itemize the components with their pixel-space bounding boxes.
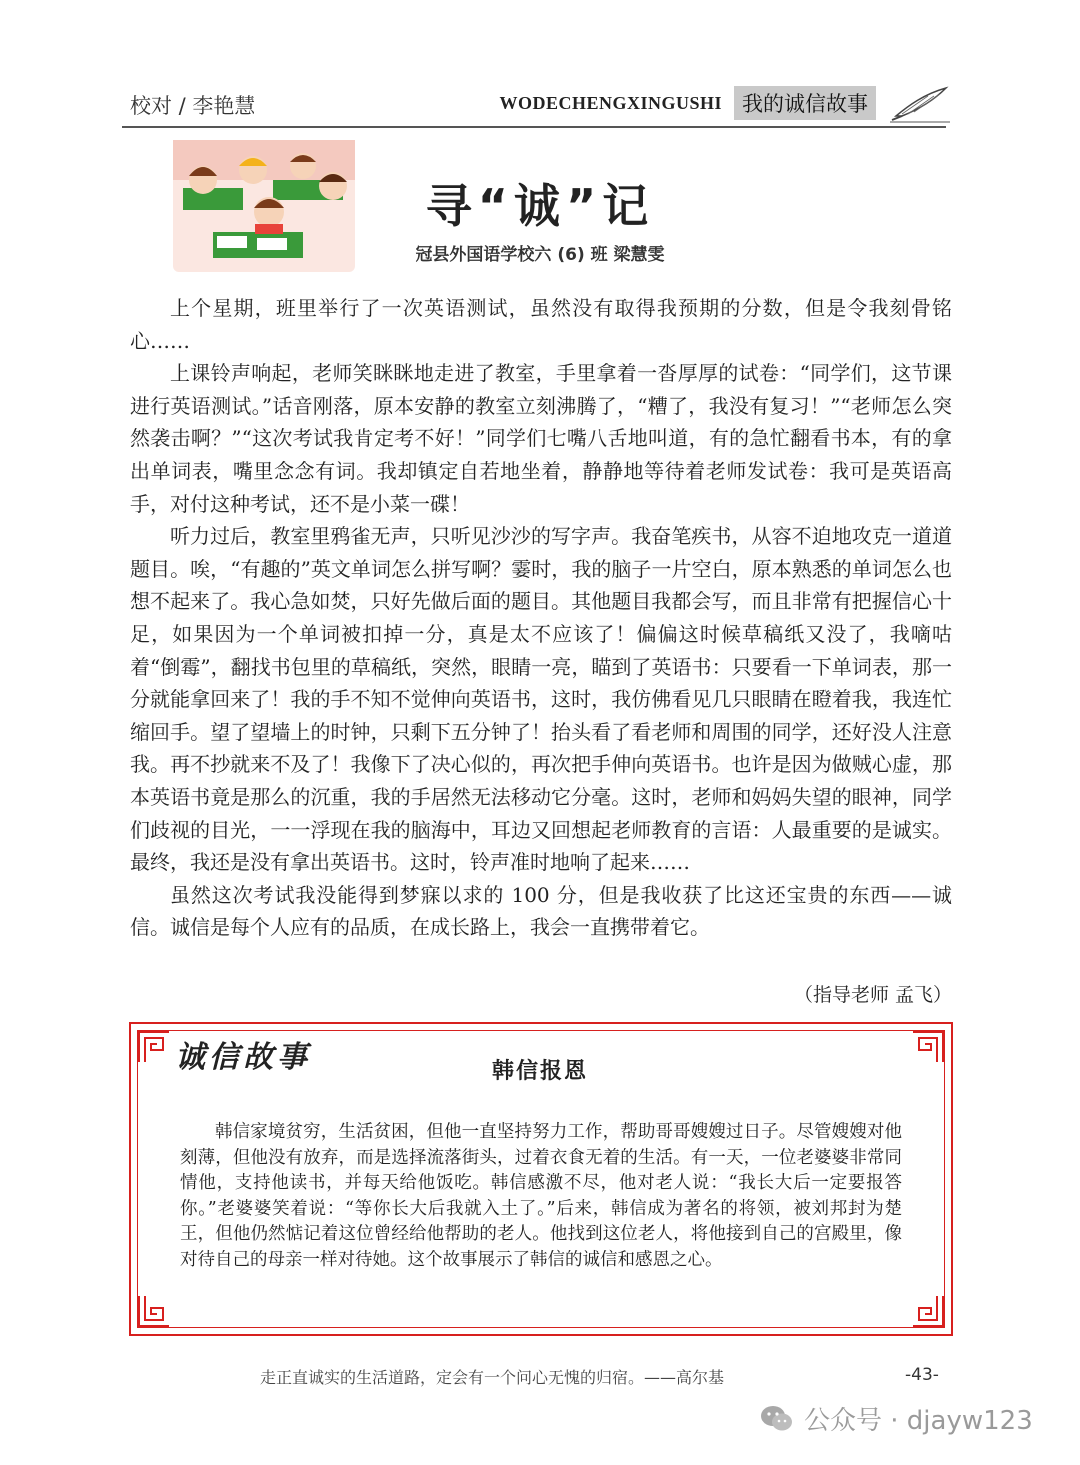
story-paragraph: 韩信家境贫穷，生活贫困，但他一直坚持努力工作，帮助哥哥嫂嫂过日子。尽管嫂嫂对他刻薄，但他没有放弃，而是选择流落街头，过着衣食无着的生活。有一天，一位老婆婆非常同情他，支持他读书，并每天给他饭吃。韩信感激不尽，他对老人说：“我长大后一定要报答你。”老婆婆笑着说：“等你长大后我就入土了。”后来，韩信成为著名的将领，被刘邦封为楚王，但他仍然惦记着这位曾经给他帮助的老人。他找到这位老人，将他接到自己的宫殿里，像对待自己的母亲一样对待她。这个故事展示了韩信的诚信和感恩之心。 [180,1122,902,1270]
page-number: -43- [905,1365,939,1385]
article-paragraph: 上个星期，班里举行了一次英语测试，虽然没有取得我预期的分数，但是令我刻骨铭心…… [130,296,952,353]
article-title: 寻“诚”记 [425,179,655,233]
footer-quote: 走正直诚实的生活道路，定会有一个问心无愧的归宿。——高尔基 [260,1368,725,1387]
story-title: 韩信报恩 [491,1058,588,1084]
header-rule [122,126,946,128]
quill-pen-icon [888,84,952,124]
story-body [180,1120,902,1274]
article-paragraph: 听力过后，教室里鸦雀无声，只听见沙沙的写字声。我奋笔疾书，从容不迫地攻克一道道题目。唉，“有趣的”英文单词怎么拼写啊？霎时，我的脑子一片空白，原本熟悉的单词怎么也想不起来了。我心急如焚，只好先做后面的题目。其他题目我都会写，而且非常有把握信心十足，如果因为一个单词被扣掉一分，真是太不应该了！偏偏这时候草稿纸又没了，我嘀咕着“倒霉”，翻找书包里的草稿纸，突然，眼睛一亮，瞄到了英语书：只要看一下单词表，那一分就能拿回来了！我的手不知不觉伸向英语书，这时，我仿佛看见几只眼睛在瞪着我，我连忙缩回手。望了望墙上的时钟，只剩下五分钟了！抬头看了看老师和周围的同学，还好没人注意我。再不抄就来不及了！我像下了决心似的，再次把手伸向英语书。也许是因为做贼心虚，那本英语书竟是那么的沉重，我的手居然无法移动它分毫。这时，老师和妈妈失望的眼神，同学们歧视的目光，一一浮现在我的脑海中，耳边又回想起老师教育的言语：人最重要的是诚实。最终，我还是没有拿出英语书。这时，铃声准时地响了起来…… [130,524,952,875]
fret-corner-icon [137,1030,171,1064]
column-title: 我的诚信故事 [734,86,876,120]
watermark-text: 公众号 · djayw123 [804,1406,1033,1436]
watermark [760,1400,1033,1437]
fret-corner-icon [911,1030,945,1064]
wechat-icon [760,1404,794,1434]
article-body [130,292,952,944]
article-byline: 冠县外国语学校六 (6) 班 梁慧雯 [415,245,665,265]
proofreader-credit: 校对 / 李艳慧 [130,94,256,118]
column-pinyin: WODECHENGXINGUSHI [499,92,722,113]
fret-corner-icon [137,1294,171,1328]
teacher-credit: （指导老师 孟飞） [793,984,952,1006]
column-header [499,86,940,120]
classroom-illustration [173,140,355,272]
article-paragraph: 虽然这次考试我没能得到梦寐以求的 100 分，但是我收获了比这还宝贵的东西——诚信。诚信是每个人应有的品质，在成长路上，我会一直携带着它。 [130,882,952,940]
story-section-tag: 诚信故事 [175,1040,311,1075]
article-paragraph: 上课铃声响起，老师笑眯眯地走进了教室，手里拿着一沓厚厚的试卷：“同学们，这节课进行英语测试。”话音刚落，原本安静的教室立刻沸腾了，“糟了，我没有复习！”“老师怎么突然袭击啊？”“这次考试我肯定考不好！”同学们七嘴八舌地叫道，有的急忙翻看书本，有的拿出单词表，嘴里念念有词。我却镇定自若地坐着，静静地等待着老师发试卷：我可是英语高手，对付这种考试，还不是小菜一碟！ [130,361,952,516]
fret-corner-icon [911,1294,945,1328]
